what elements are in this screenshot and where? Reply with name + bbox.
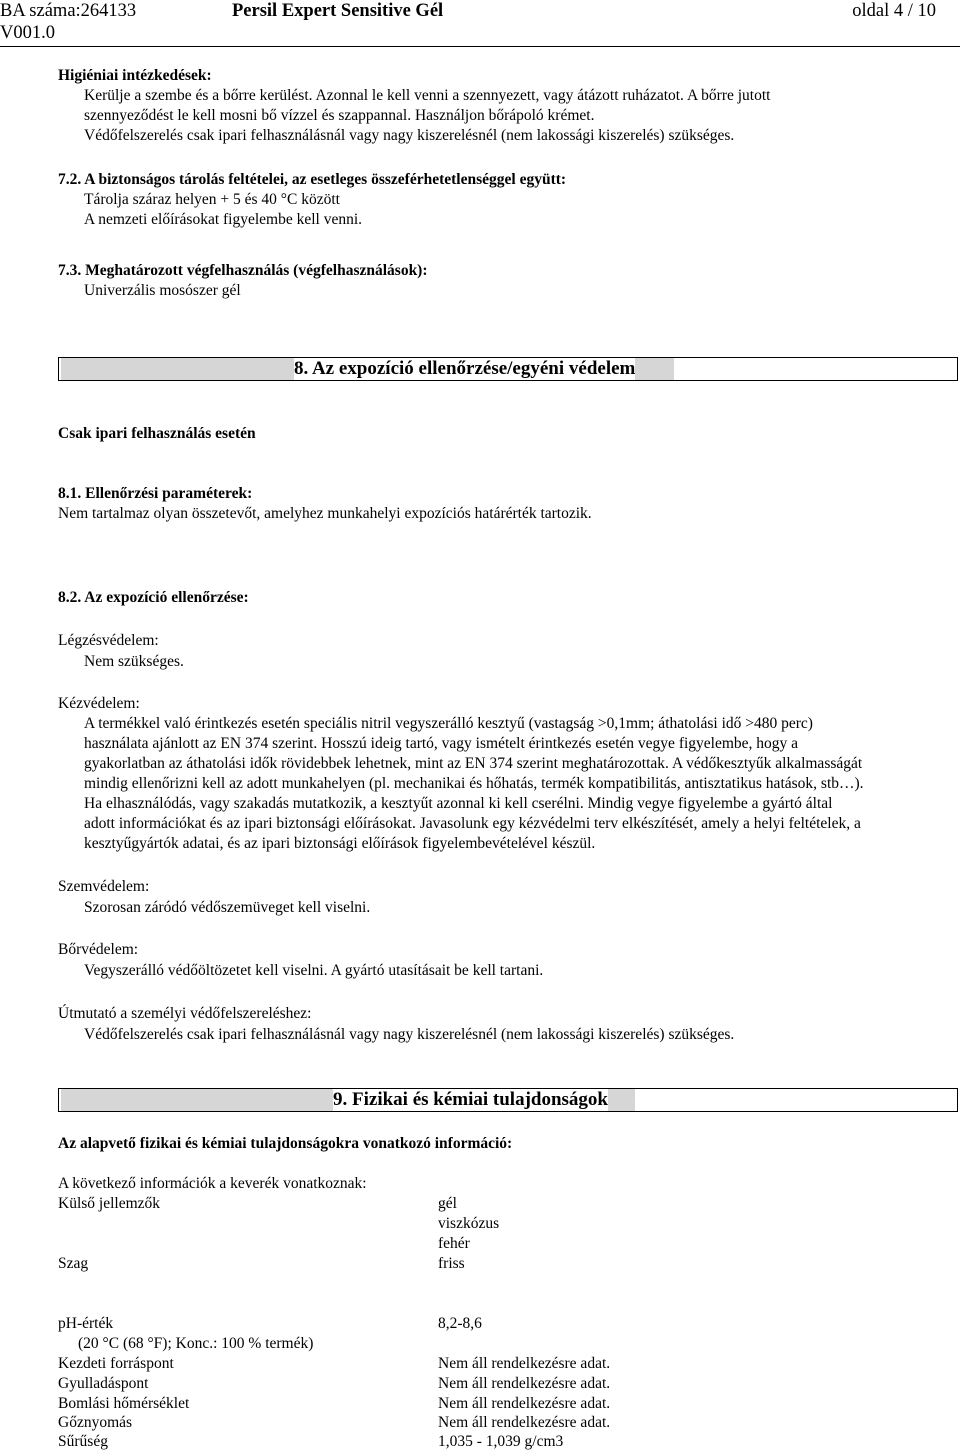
ppe-guidance-text: Védőfelszerelés csak ipari felhasználásnál vagy nagy kiszerelésnél (nem lakossági kiszerelés) szükséges. <box>84 1026 735 1043</box>
respiratory-text: Nem szükséges. <box>84 653 184 670</box>
skin-protection-label: Bőrvédelem: <box>58 941 139 958</box>
section-9-title: 9. Fizikai és kémiai tulajdonságok <box>333 1089 608 1110</box>
page-number: oldal 4 / 10 <box>852 1 936 21</box>
product-name: Persil Expert Sensitive Gél <box>232 1 444 21</box>
ph-value: 8,2-8,6 <box>438 1315 482 1332</box>
storage-line: Tárolja száraz helyen + 5 és 40 °C között <box>84 191 340 208</box>
hygiene-line: Védőfelszerelés csak ipari felhasználásnál vagy nagy kiszerelésnél (nem lakossági kiszerelés) szükséges. <box>84 127 735 144</box>
hand-protection-label: Kézvédelem: <box>58 695 140 712</box>
property-label: Gyulladáspont <box>58 1375 149 1392</box>
hygiene-title: Higiéniai intézkedések: <box>58 67 212 84</box>
document-version: V001.0 <box>0 23 55 43</box>
appearance-label: Külső jellemzők <box>58 1195 161 1212</box>
hand-protection-line: gyakorlatban az áthatolási idők rövidebbek lehetnek, mint az EN 374 szerint meghatározottak. A védőkesztyűk alkalmasságát <box>84 755 863 772</box>
storage-line: A nemzeti előírásokat figyelembe kell venni. <box>84 211 363 228</box>
property-label: Kezdeti forráspont <box>58 1355 174 1372</box>
property-value: 1,035 - 1,039 g/cm3 <box>438 1433 564 1450</box>
section-8-header <box>58 357 958 381</box>
eye-protection-label: Szemvédelem: <box>58 878 150 895</box>
appearance-value: fehér <box>438 1235 470 1252</box>
property-value: Nem áll rendelkezésre adat. <box>438 1355 611 1372</box>
property-label: Sűrűség <box>58 1433 108 1450</box>
hygiene-line: szennyeződést le kell mosni bő vízzel és szappannal. Használjon bőrápoló krémet. <box>84 107 595 124</box>
section-7-3-title: 7.3. Meghatározott végfelhasználás (végfelhasználások): <box>58 262 428 279</box>
appearance-value: gél <box>438 1195 457 1212</box>
skin-protection-text: Vegyszerálló védőöltözetet kell viselni. A gyártó utasításait be kell tartani. <box>84 962 544 979</box>
eye-protection-text: Szorosan záródó védőszemüveget kell viselni. <box>84 899 371 916</box>
control-parameters-text: Nem tartalmaz olyan összetevőt, amelyhez munkahelyi expozíciós határérték tartozik. <box>58 505 592 522</box>
hand-protection-line: Ha elhasználódás, vagy szakadás mutatkozik, a kesztyűt azonnal ki kell cserélni. Mindig vegye figyelembe a gyártó által <box>84 795 833 812</box>
hygiene-line: Kerülje a szembe és a bőrre kerülést. Azonnal le kell venni a szennyezett, vagy átázott ruházatot. A bőrre jutott <box>84 87 771 104</box>
section-9-subtitle: Az alapvető fizikai és kémiai tulajdonságokra vonatkozó információ: <box>58 1135 513 1152</box>
section-8-title: 8. Az expozíció ellenőrzése/egyéni védelem <box>294 358 636 379</box>
ph-condition: (20 °C (68 °F); Konc.: 100 % termék) <box>78 1335 314 1352</box>
end-use-text: Univerzális mosószer gél <box>84 282 241 299</box>
property-value: Nem áll rendelkezésre adat. <box>438 1414 611 1431</box>
section-8-1-title: 8.1. Ellenőrzési paraméterek: <box>58 485 253 502</box>
property-label: Bomlási hőmérséklet <box>58 1395 190 1412</box>
mixture-info-intro: A következő információk a keverék vonatkoznak: <box>58 1175 367 1192</box>
property-value: Nem áll rendelkezésre adat. <box>438 1375 611 1392</box>
header-divider <box>0 46 960 47</box>
property-label: Gőznyomás <box>58 1414 133 1431</box>
section-8-2-title: 8.2. Az expozíció ellenőrzése: <box>58 589 249 606</box>
property-value: Nem áll rendelkezésre adat. <box>438 1395 611 1412</box>
hand-protection-line: adott információkat és az ipari biztonsági előírásokat. Javasolunk egy kézvédelmi terv elkészítését, amely a helyi feltételek, a <box>84 815 861 832</box>
section-7-2-title: 7.2. A biztonságos tárolás feltételei, az esetleges összeférhetetlenséggel együtt: <box>58 171 567 188</box>
appearance-value: viszkózus <box>438 1215 500 1232</box>
hand-protection-line: mindig ellenőrizni kell az adott munkahelyen (pl. mechanikai és hőhatás, termék kompatibilitás, antisztatikus hatások, stb…). <box>84 775 864 792</box>
odor-label: Szag <box>58 1255 89 1272</box>
hand-protection-line: használata ajánlott az EN 374 szerint. Hosszú ideig tartó, vagy ismételt érintkezés esetén vegye figyelembe, hogy a <box>84 735 799 752</box>
odor-value: friss <box>438 1255 465 1272</box>
document-number: BA száma:264133 <box>0 1 137 21</box>
hand-protection-line: A termékkel való érintkezés esetén speciális nitril vegyszerálló kesztyű (vastagság >0,1mm; áthatolási idő >480 perc) <box>84 715 813 732</box>
hand-protection-line: kesztyűgyártók adatai, és az ipari biztonsági előírások figyelembevételével készül. <box>84 835 596 852</box>
industrial-use-note: Csak ipari felhasználás esetén <box>58 425 256 442</box>
ppe-guidance-label: Útmutató a személyi védőfelszereléshez: <box>58 1005 312 1022</box>
section-9-header <box>58 1088 958 1112</box>
ph-label: pH-érték <box>58 1315 114 1332</box>
respiratory-label: Légzésvédelem: <box>58 632 159 649</box>
